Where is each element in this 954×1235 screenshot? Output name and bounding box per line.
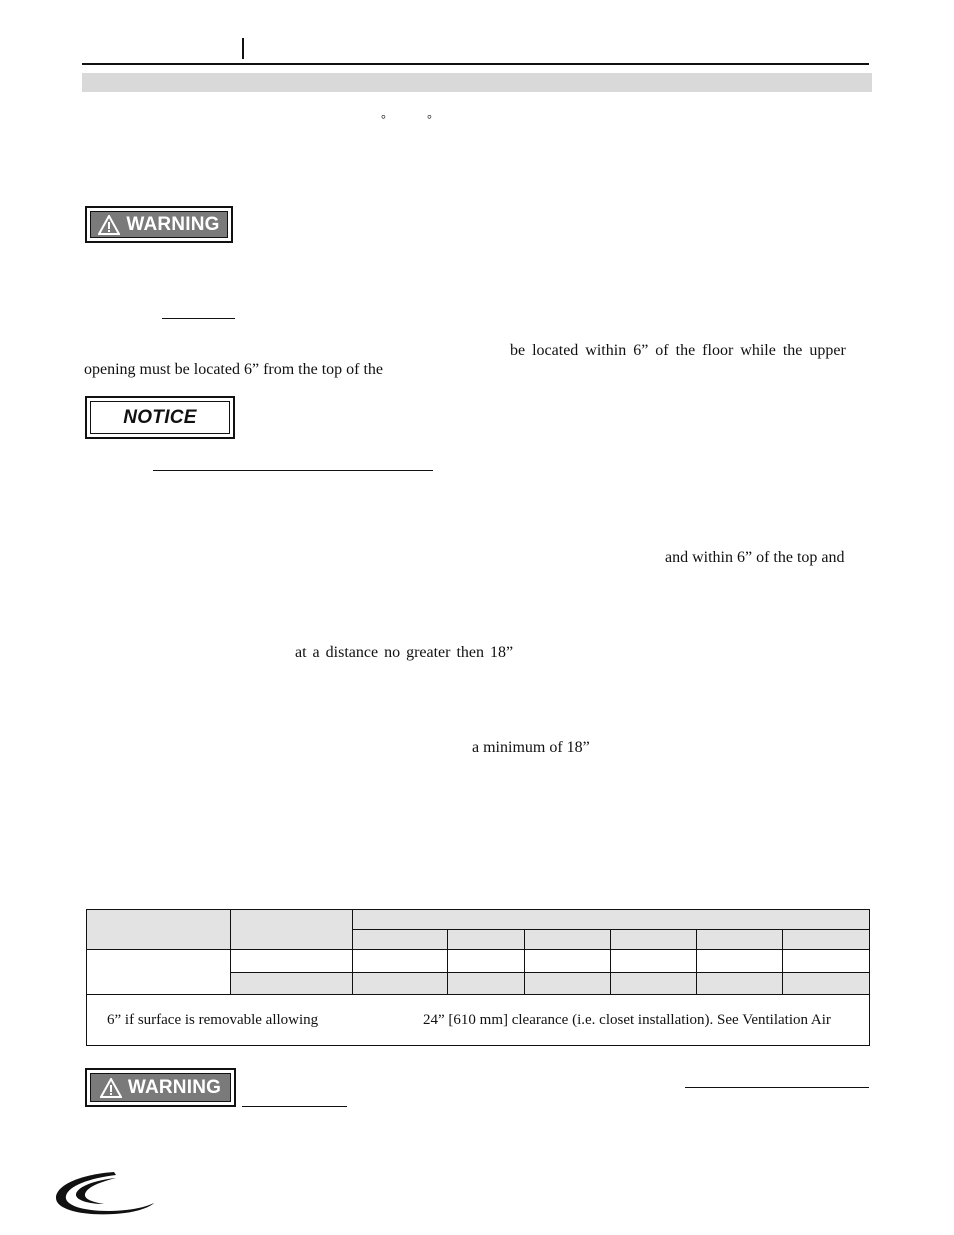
table-cell xyxy=(525,973,611,995)
table-header-cell xyxy=(783,930,870,950)
table-header-cell xyxy=(87,910,231,950)
table-cell xyxy=(448,973,525,995)
table-header-cell xyxy=(353,910,870,930)
table-note-cell xyxy=(87,995,870,1046)
underline-rule xyxy=(242,1106,347,1107)
minimum-text: a minimum of 18” xyxy=(472,739,590,756)
underline-rule xyxy=(162,318,235,319)
table-cell xyxy=(525,950,611,973)
warning-triangle-icon xyxy=(100,1078,122,1098)
distance-text: at a distance no greater then 18” xyxy=(295,644,514,661)
table-cell xyxy=(783,973,870,995)
notice-badge xyxy=(85,396,235,439)
warning-label: WARNING xyxy=(126,213,220,235)
table-note-right: 24” [610 mm] clearance (i.e. closet installation). See Ventilation Air xyxy=(423,1012,831,1028)
table-header-cell xyxy=(525,930,611,950)
degree-symbol: ° xyxy=(427,112,432,126)
table-cell xyxy=(611,973,697,995)
warning-badge xyxy=(85,206,233,243)
table-note-left: 6” if surface is removable allowing xyxy=(107,1012,319,1028)
table-cell xyxy=(231,950,353,973)
table-cell xyxy=(353,950,448,973)
table-header-cell xyxy=(697,930,783,950)
table-cell xyxy=(611,950,697,973)
table-header-cell xyxy=(353,930,448,950)
table-cell xyxy=(697,973,783,995)
clearance-table xyxy=(86,909,870,1046)
table-cell xyxy=(87,950,231,995)
table-cell xyxy=(783,950,870,973)
within-top-text: and within 6” of the top and xyxy=(665,549,845,566)
table-cell xyxy=(697,950,783,973)
header-rule xyxy=(82,63,869,65)
warning-badge xyxy=(85,1068,236,1107)
table-cell xyxy=(353,973,448,995)
table-row xyxy=(87,950,870,973)
notice-label: NOTICE xyxy=(123,406,197,428)
table-header-cell xyxy=(611,930,697,950)
upper-opening-text: be located within 6” of the floor while the upper xyxy=(510,342,846,359)
swoosh-logo xyxy=(54,1170,156,1218)
warning-triangle-icon xyxy=(98,215,120,235)
warning-label: WARNING xyxy=(127,1076,222,1098)
table-header-cell xyxy=(231,910,353,950)
underline-rule xyxy=(153,470,433,471)
table-cell xyxy=(448,950,525,973)
table-cell xyxy=(231,973,353,995)
upper-opening-text-continued: opening must be located 6” from the top of the xyxy=(84,361,384,378)
table-header-row xyxy=(87,910,870,930)
header-divider-tick xyxy=(242,38,244,59)
table-note-row xyxy=(87,995,870,1046)
section-title-bar xyxy=(82,73,872,92)
underline-rule xyxy=(685,1087,869,1088)
degree-symbol: ° xyxy=(381,112,386,126)
table-header-cell xyxy=(448,930,525,950)
